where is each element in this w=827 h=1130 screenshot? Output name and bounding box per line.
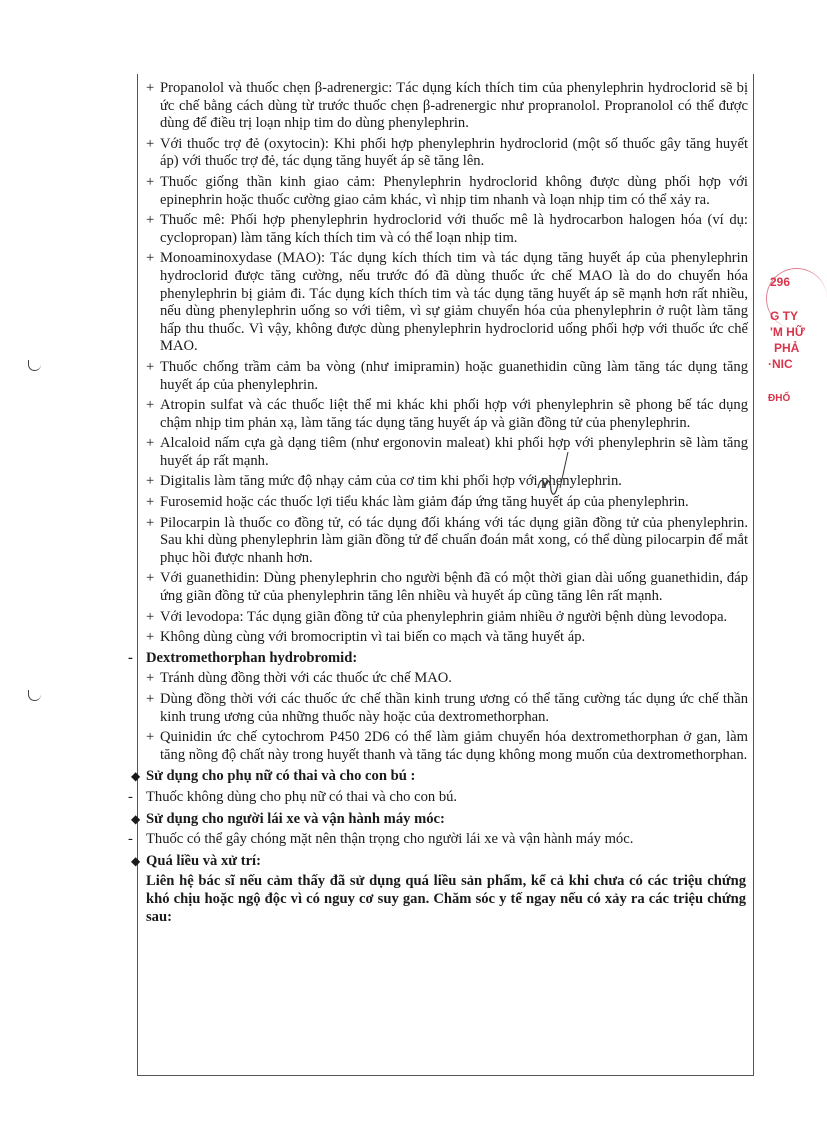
plus-marker: + <box>146 250 155 267</box>
plus-marker: + <box>146 397 155 414</box>
plus-marker: + <box>146 691 155 707</box>
plus-marker: + <box>146 729 155 746</box>
driving-text: Thuốc có thể gây chóng mặt nên thận trọng cho người lái xe và vận hành máy móc. <box>146 831 634 848</box>
item-text: Thuốc chống trầm cảm ba vòng (như imipramin) hoặc guanethidin cũng làm tăng tác dụng tăng huyết áp của phenylephrin. <box>160 358 748 393</box>
handwritten-initials <box>520 448 580 508</box>
official-stamp <box>764 268 805 404</box>
item-text: Thuốc mê: Phối hợp phenylephrin hydroclorid với thuốc mê là hydrocarbon halogen hóa (ví dụ: cyclopropan) làm tăng kích thích tim và có thể loạn nhịp tim. <box>160 212 748 246</box>
interaction-item-bromocriptine <box>137 629 754 647</box>
item-text: Tránh dùng đồng thời với các thuốc ức chế MAO. <box>160 670 452 687</box>
dash-marker: - <box>128 831 133 848</box>
item-text: Với thuốc trợ đẻ (oxytocin): Khi phối hợp phenylephrin hydroclorid (một số thuốc gây tăng huyết áp) với thuốc trợ đẻ, tác dụng tăng huyết áp sẽ tăng lên. <box>160 135 748 170</box>
stamp-line: G TY <box>770 309 799 323</box>
interaction-item-propranolol <box>137 80 754 133</box>
item-text: Không dùng cùng với bromocriptin vì tai biến co mạch và tăng huyết áp. <box>160 629 586 646</box>
dextro-title: Dextromethorphan hydrobromid: <box>146 649 358 666</box>
interaction-item-levodopa <box>137 609 754 627</box>
stamp-line: ĐHỐ <box>768 393 791 404</box>
item-text: Atropin sulfat và các thuốc liệt thể mi khác khi phối hợp với phenylephrin sẽ phong bế tác dụng chậm nhịp tim phản xạ, làm tăng tác dụng tăng huyết áp và giãn đồng tử của phenylephrin. <box>160 397 748 431</box>
plus-marker: + <box>146 80 155 96</box>
interaction-item-mao <box>137 250 754 356</box>
interaction-item-furosemide <box>137 494 754 512</box>
interaction-item-sympathomimetic <box>137 174 754 209</box>
interaction-item-pilocarpine <box>137 515 754 568</box>
dextro-item-cns <box>137 691 754 726</box>
stamp-line: 'M HỮ <box>770 325 805 339</box>
plus-marker: + <box>146 173 155 190</box>
dash-marker: - <box>128 649 133 666</box>
interaction-item-guanethidine <box>137 570 754 605</box>
plus-marker: + <box>146 629 155 646</box>
stamp-line: ·NIC <box>768 357 793 371</box>
item-text: Pilocarpin là thuốc co đồng tử, có tác dụng đối kháng với tác dụng giãn đồng tử của phenylephrin. Sau khi dùng phenylephrin làm giãn đồng tử để chuẩn đoán mắt xong, có thể dùng pilocarpin để mắt phục hồi được nhanh hơn. <box>160 514 748 566</box>
plus-marker: + <box>146 358 155 375</box>
item-text: Với guanethidin: Dùng phenylephrin cho người bệnh đã có một thời gian dài uống guanethidin, đáp ứng giãn đồng tử của phenylephrin tăng lên nhiều và huyết áp cũng tăng lên rất mạnh. <box>160 570 748 605</box>
pregnancy-title: Sử dụng cho phụ nữ có thai và cho con bú : <box>146 768 416 785</box>
dextro-heading <box>128 649 754 668</box>
interaction-item-ergot <box>137 435 754 470</box>
item-text: Digitalis làm tăng mức độ nhạy cảm của cơ tim khi phối hợp với phenylephrin. <box>160 473 622 490</box>
interaction-item-antidepressant <box>137 359 754 394</box>
item-text: Với levodopa: Tác dụng giãn đồng tử của phenylephrin giảm nhiều ở người bệnh dùng levodopa. <box>160 608 728 625</box>
item-text: Furosemid hoặc các thuốc lợi tiểu khác làm giảm đáp ứng tăng huyết áp của phenylephrin. <box>160 494 689 511</box>
stamp-line: 296 <box>770 275 791 289</box>
diamond-marker: ◆ <box>131 811 141 826</box>
interaction-item-anesthetic <box>137 212 754 247</box>
plus-marker: + <box>146 135 155 152</box>
plus-marker: + <box>146 570 155 587</box>
interaction-item-digitalis <box>137 473 754 491</box>
overdose-heading <box>131 852 754 871</box>
item-text: Alcaloid nấm cựa gà dạng tiêm (như ergonovin maleat) khi phối hợp với phenylephrin sẽ làm tăng huyết áp rất mạnh. <box>160 435 748 469</box>
driving-text-item <box>128 831 754 849</box>
driving-title: Sử dụng cho người lái xe và vận hành máy móc: <box>146 810 445 827</box>
punch-mark-upper <box>28 360 41 371</box>
plus-marker: + <box>146 494 155 511</box>
pregnancy-text-item <box>128 788 754 807</box>
document-body <box>128 80 754 926</box>
driving-heading <box>131 810 754 829</box>
pregnancy-text: Thuốc không dùng cho phụ nữ có thai và cho con bú. <box>146 788 458 805</box>
overdose-warning: Liên hệ bác sĩ nếu cảm thấy đã sử dụng quá liều sản phẩm, kể cả khi chưa có các triệu chứng khó chịu hoặc ngộ độc vì có nguy cơ suy gan. Chăm sóc y tế ngay nếu có xảy ra các triệu chứng sau: <box>146 873 746 925</box>
pregnancy-heading <box>131 768 754 786</box>
plus-marker: + <box>146 670 155 687</box>
item-text: Dùng đồng thời với các thuốc ức chế thần kinh trung ương có thể tăng cường tác dụng ức chế thần kinh trung ương của những thuốc này hoặc của dextromethorphan. <box>160 691 748 725</box>
interaction-item-oxytocin <box>137 136 754 171</box>
plus-marker: + <box>146 435 155 452</box>
overdose-title: Quá liều và xử trí: <box>146 852 261 869</box>
dash-marker: - <box>128 788 133 805</box>
stamp-line: PHẢ <box>774 341 800 355</box>
plus-marker: + <box>146 473 155 490</box>
plus-marker: + <box>146 514 155 531</box>
dextro-item-quinidine <box>137 729 754 764</box>
plus-marker: + <box>146 212 155 229</box>
dextro-item-mao <box>137 670 754 688</box>
item-text: Monoaminoxydase (MAO): Tác dụng kích thích tim và tác dụng tăng huyết áp của phenylephrin hydroclorid được tăng cường, nếu trước đó đã dùng thuốc ức chế MAO là do do chuyển hóa phenylephrin bị giảm đi. Tác dụng kích thích tim và tác dụng tăng huyết áp sẽ mạnh hơn rất nhiều, nếu dùng phenylephrin uống so với tiêm, vì sự giảm chuyển hóa của phenylephrin ở ruột làm tăng hấp thu thuốc. Vì vậy, không được dùng phenylephrin hydroclorid uống phối hợp với thuốc ức chế MAO. <box>160 250 748 355</box>
interaction-item-atropine <box>137 397 754 432</box>
diamond-marker: ◆ <box>131 853 141 868</box>
plus-marker: + <box>146 608 155 625</box>
item-text: Thuốc giống thần kinh giao cảm: Phenylephrin hydroclorid không được dùng phối hợp với epinephrin hoặc thuốc cường giao cảm khác, vì nhịp tim nhanh và loạn nhịp tim có thể xảy ra. <box>160 173 748 208</box>
punch-mark-lower <box>28 690 41 701</box>
item-text: Propanolol và thuốc chẹn β-adrenergic: Tác dụng kích thích tim của phenylephrin hydroclorid sẽ bị ức chế bằng cách dùng từ trước thuốc chẹn β-adrenergic như propranolol. Propranolol có thể được dùng để điều trị loạn nhịp tim do dùng phenylephrin. <box>160 80 748 132</box>
diamond-marker: ◆ <box>131 769 141 784</box>
item-text: Quinidin ức chế cytochrom P450 2D6 có thể làm giảm chuyển hóa dextromethorphan ở gan, làm tăng nồng độ chất này trong huyết thanh và tăng tác dụng không mong muốn của dextromethorphan. <box>160 729 748 763</box>
